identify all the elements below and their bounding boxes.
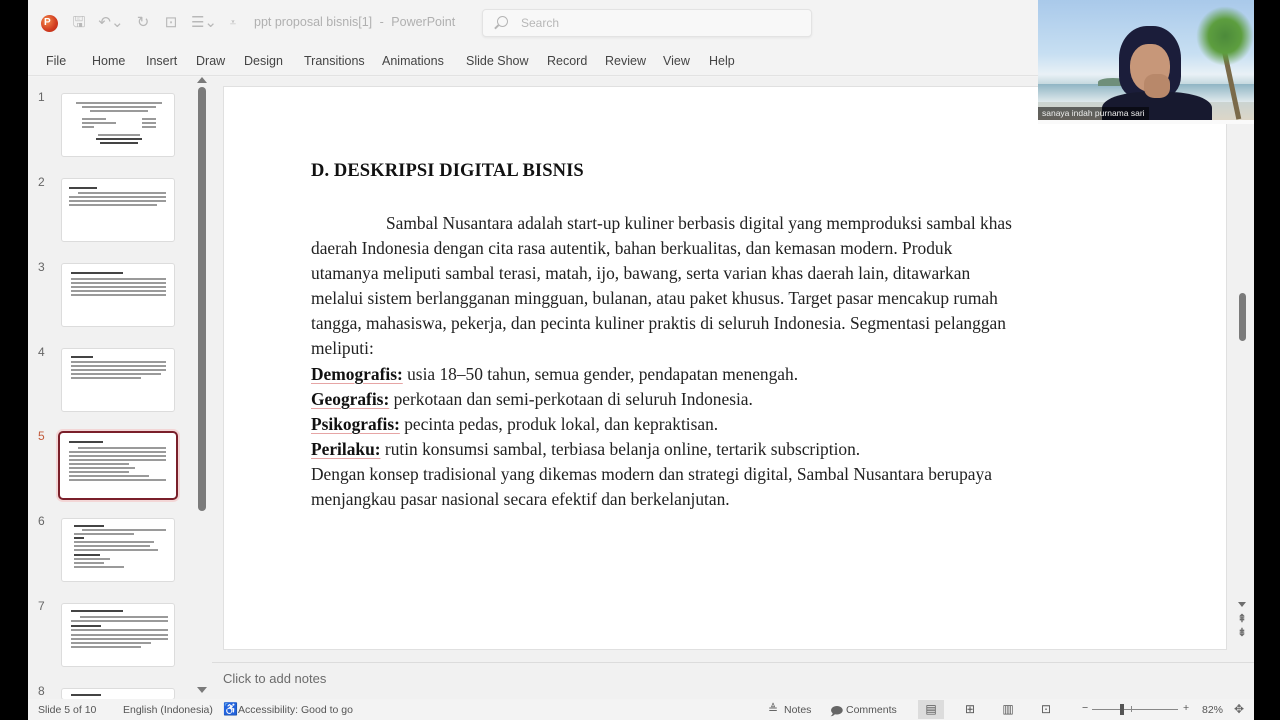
screen-border-left (0, 0, 28, 720)
search-placeholder: Search (521, 16, 560, 30)
tab-record[interactable]: Record (547, 54, 588, 68)
slide-number: 5 (38, 429, 45, 443)
document-title: ppt proposal bisnis[1] - PowerPoint (254, 15, 456, 29)
slide-thumbnail-4[interactable] (61, 348, 175, 412)
body-line: Sambal Nusantara adalah start-up kuliner berbasis digital yang memproduksi sambal khas (386, 213, 1012, 233)
body-line: tangga, mahasiswa, pekerja, dan pecinta kuliner praktis di seluruh Indonesia. Segmentasi pelanggan (311, 313, 1006, 334)
present-from-start-icon[interactable]: ⊡ (164, 14, 178, 31)
segment-geografis: Geografis: perkotaan dan semi-perkotaan di seluruh Indonesia. (311, 388, 753, 409)
zoom-slider[interactable] (1092, 709, 1178, 710)
slide-number: 2 (38, 175, 45, 189)
tab-transitions[interactable]: Transitions (304, 54, 365, 68)
search-input[interactable] (482, 9, 812, 37)
slide-number: 1 (38, 90, 45, 104)
slide-thumbnail-1[interactable] (61, 93, 175, 157)
tab-design[interactable]: Design (244, 54, 283, 68)
slide-heading[interactable]: D. DESKRIPSI DIGITAL BISNIS (311, 161, 584, 181)
tab-review[interactable]: Review (605, 54, 646, 68)
comments-icon: 🗩 (830, 704, 844, 718)
body-line: daerah Indonesia dengan cita rasa autentik, bahan berkualitas, dan kemasan modern. Produk (311, 238, 953, 259)
segment-demografis: Demografis: usia 18–50 tahun, semua gender, pendapatan menengah. (311, 363, 799, 384)
slide-number: 8 (38, 684, 45, 698)
accessibility-icon: ♿ (223, 702, 238, 716)
undo-icon[interactable]: ↶⌄ (98, 14, 124, 31)
powerpoint-logo-icon (41, 15, 58, 32)
tab-draw[interactable]: Draw (196, 54, 226, 68)
notes-divider[interactable] (212, 662, 1254, 663)
video-background-palm-leaves (1196, 6, 1254, 66)
next-slide-icon[interactable]: ⇟ (1237, 627, 1247, 639)
save-icon[interactable]: 🖫 (72, 14, 86, 31)
closing-line: Dengan konsep tradisional yang dikemas modern dan strategi digital, Sambal Nusantara berupaya (311, 463, 992, 484)
tab-help[interactable]: Help (709, 54, 735, 68)
slide-vertical-scrollbar[interactable] (1239, 293, 1246, 341)
zoom-slider-handle[interactable] (1120, 704, 1124, 715)
thumbnail-scroll-down-arrow[interactable] (197, 687, 207, 693)
zoom-slider-center-tick (1131, 706, 1132, 712)
thumbnail-scrollbar[interactable] (198, 87, 206, 511)
notes-input[interactable]: Click to add notes (223, 671, 327, 686)
slide-thumbnail-2[interactable] (61, 178, 175, 242)
segment-psikografis: Psikografis: pecinta pedas, produk lokal, dan kepraktisan. (311, 413, 719, 434)
zoom-out-button[interactable]: − (1082, 702, 1089, 714)
closing-line: menjangkau pasar nasional secara efektif dan berkelanjutan. (311, 489, 730, 510)
slide-number: 7 (38, 599, 45, 613)
status-bar (28, 699, 1254, 720)
video-overlay-strip (1038, 120, 1254, 124)
slide-thumbnail-3[interactable] (61, 263, 175, 327)
tab-slide-show[interactable]: Slide Show (466, 54, 529, 68)
screen-border-right (1254, 0, 1280, 720)
language-indicator[interactable]: English (Indonesia) (123, 704, 213, 716)
comments-button[interactable]: Comments (846, 704, 897, 716)
video-call-overlay (1038, 0, 1254, 120)
slide-text-box[interactable] (311, 211, 1161, 512)
slide-number: 6 (38, 514, 45, 528)
reading-view-button[interactable]: ▥ (1002, 702, 1014, 716)
participant-name-label: sanaya indah purnama sari (1038, 107, 1149, 120)
slide-number: 3 (38, 260, 45, 274)
segment-perilaku: Perilaku: rutin konsumsi sambal, terbiasa belanja online, tertarik subscription. (311, 438, 861, 459)
slide-editor-area (212, 77, 1254, 699)
slide-indicator: Slide 5 of 10 (38, 704, 97, 716)
previous-slide-icon[interactable]: ⇞ (1237, 613, 1247, 625)
redo-icon[interactable]: ↻ (136, 14, 150, 31)
slide-sorter-view-button[interactable]: ⊞ (964, 702, 976, 716)
fit-to-window-icon[interactable]: ✥ (1234, 702, 1245, 716)
tab-file[interactable]: File (46, 54, 67, 68)
body-line: meliputi: (311, 338, 374, 359)
customize-toolbar-icon[interactable]: ⩡ (229, 17, 237, 29)
participant-hand (1144, 74, 1170, 98)
tab-home[interactable]: Home (92, 54, 126, 68)
zoom-level[interactable]: 82% (1202, 704, 1224, 716)
tab-animations[interactable]: Animations (382, 54, 444, 68)
thumbnail-scroll-up-arrow[interactable] (197, 77, 207, 83)
slide-thumbnail-6[interactable] (61, 518, 175, 582)
tab-insert[interactable]: Insert (146, 54, 178, 68)
body-line: utamanya meliputi sambal terasi, matah, ijo, bawang, serta varian khas daerah lain, ditawarkan (311, 263, 971, 284)
slide-number: 4 (38, 345, 45, 359)
accessibility-status[interactable]: Accessibility: Good to go (238, 704, 353, 716)
slide-thumbnail-pane (28, 77, 212, 699)
body-line: melalui sistem berlangganan mingguan, bulanan, atau paket khusus. Target pasar mencakup rumah (311, 288, 998, 309)
tab-view[interactable]: View (663, 54, 690, 68)
normal-view-button[interactable]: ▤ (918, 700, 944, 719)
slide-thumbnail-7[interactable] (61, 603, 175, 667)
notes-button[interactable]: Notes (784, 704, 812, 716)
slide-show-view-button[interactable]: ⊡ (1040, 702, 1052, 716)
bullets-icon[interactable]: ☰⌄ (190, 14, 217, 31)
zoom-in-button[interactable]: + (1183, 702, 1190, 714)
slide-thumbnail-5-selected[interactable] (58, 431, 178, 500)
search-icon (497, 16, 508, 27)
slide-canvas[interactable] (223, 86, 1227, 650)
notes-icon: ≜ (768, 702, 779, 716)
scroll-down-arrow[interactable] (1238, 602, 1246, 607)
